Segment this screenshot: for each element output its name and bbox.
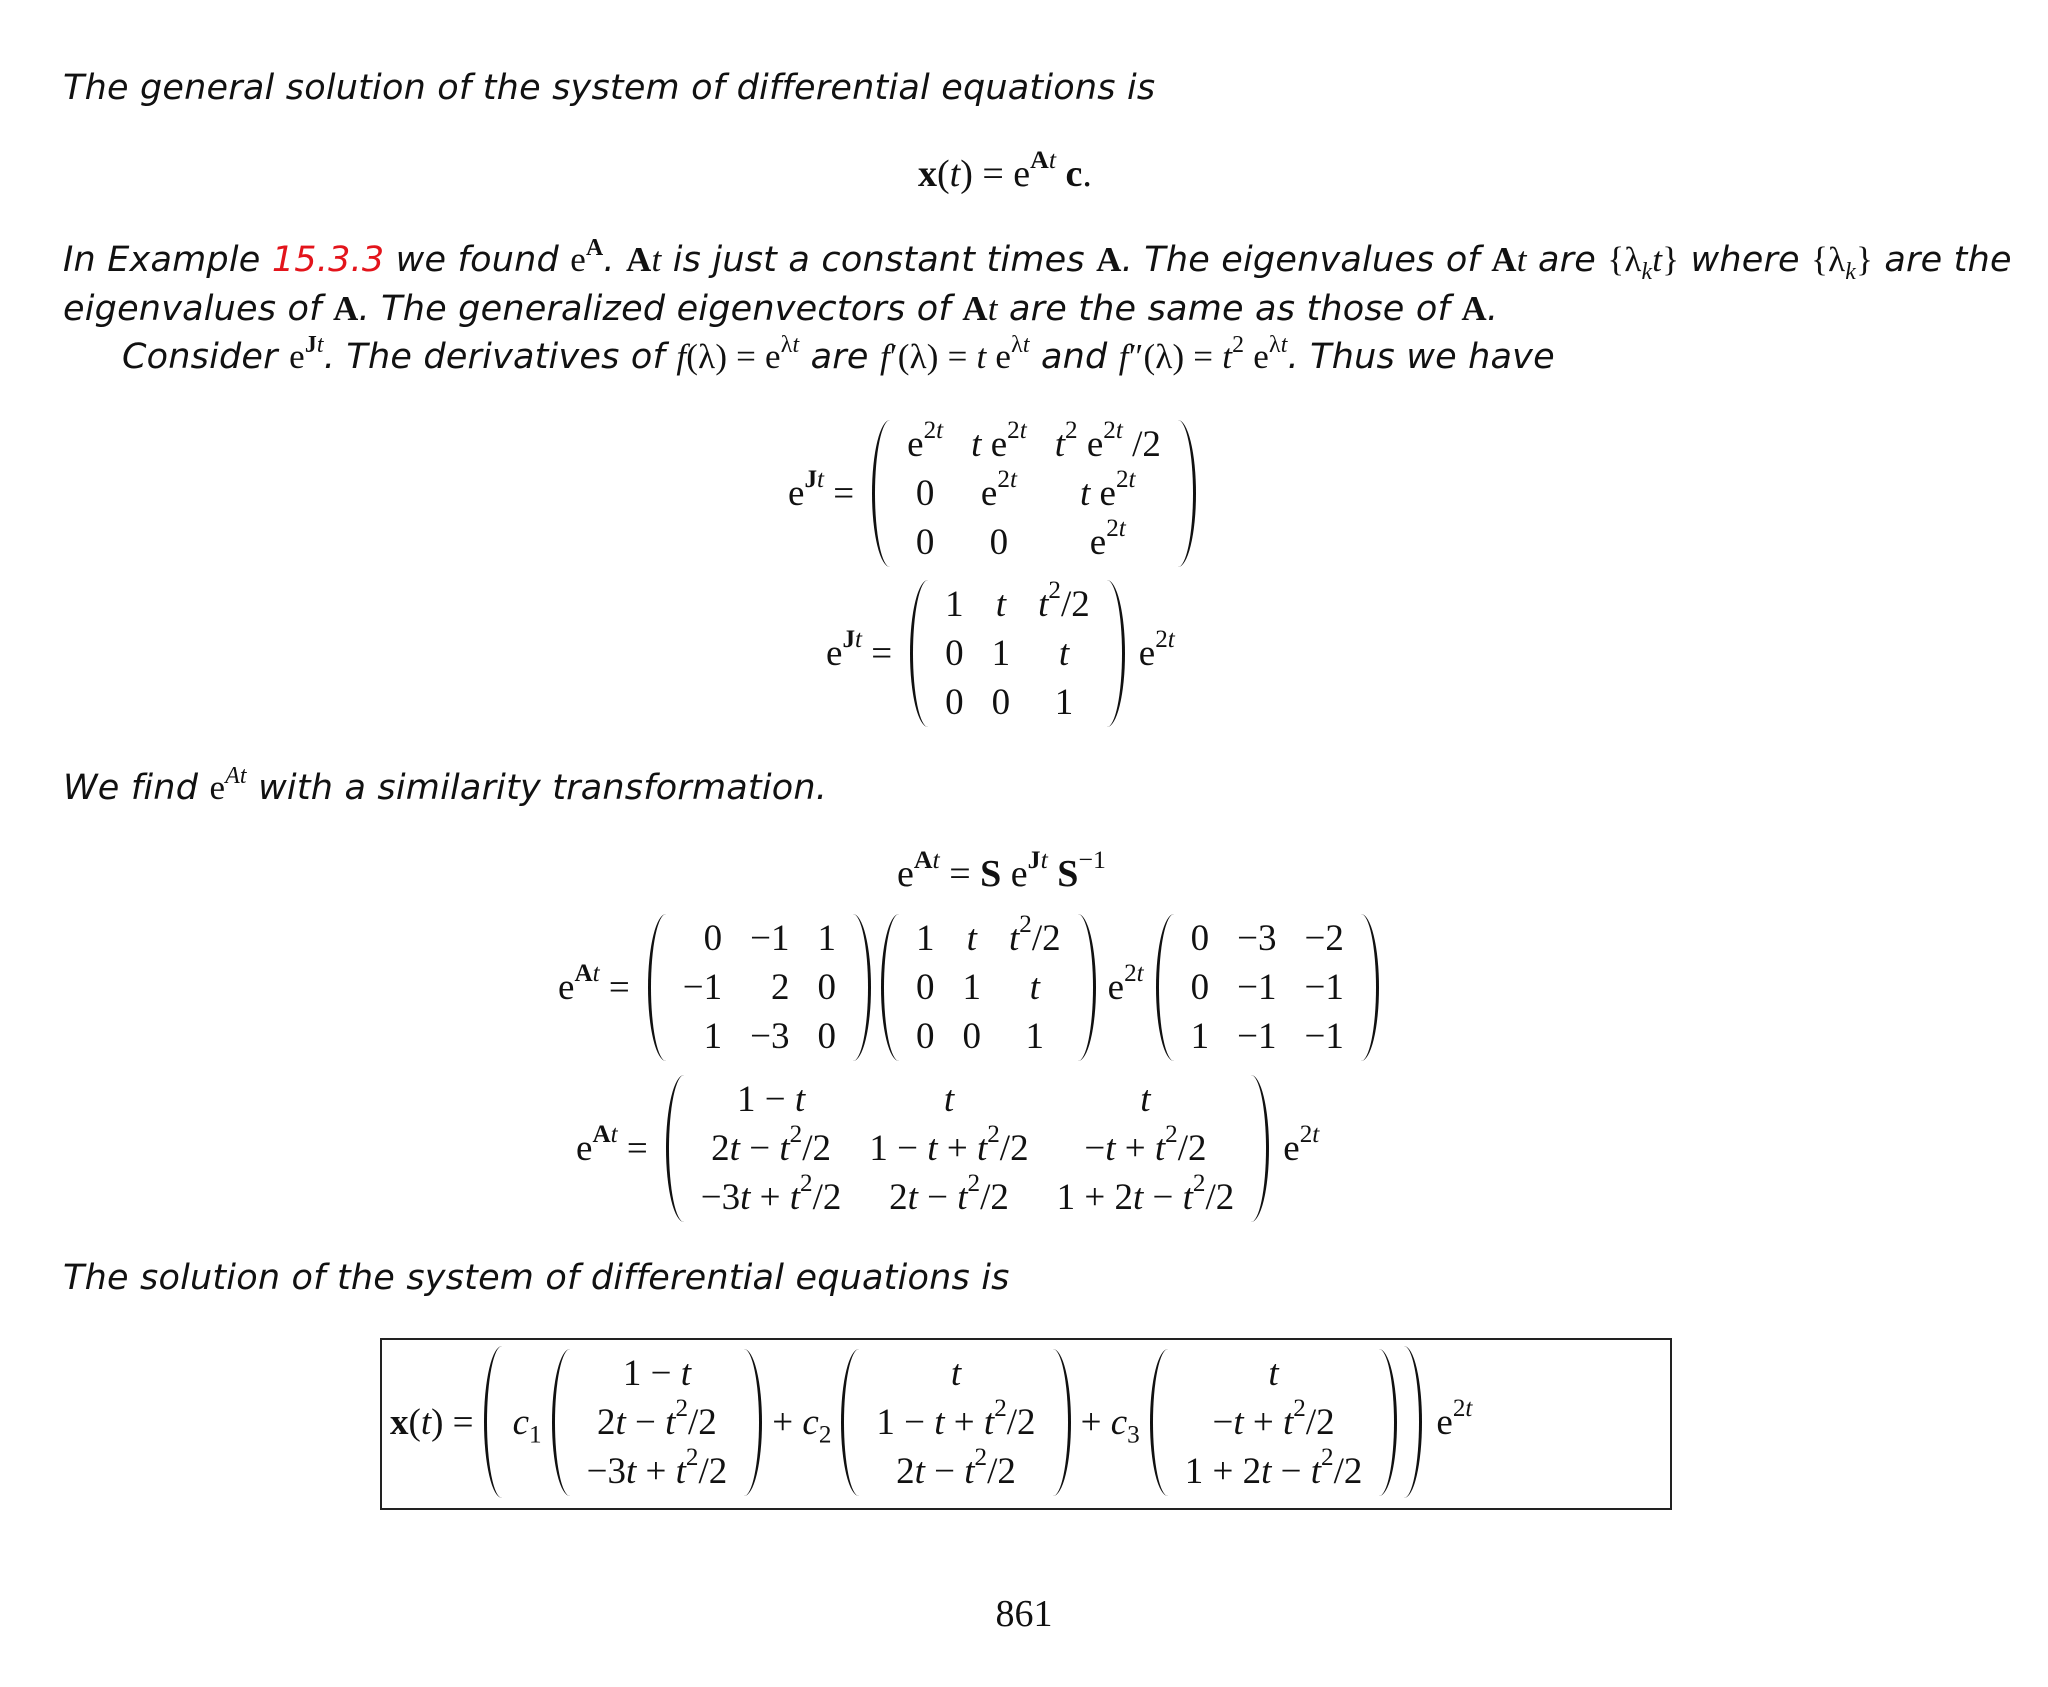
equation-eJt-factored: $e^{Jt}$ = 1 t $t^2/2$ 0 1 t 0 0 1 $e^{2t}$ <box>826 578 1175 728</box>
matrix-S-inverse: 0 −3 −2 0 −1 −1 1 −1 −1 <box>1156 914 1379 1061</box>
paragraph-example-reference: In Example 15.3.3 we found $e^A$. At is just a constant times A. The eigenvalues of At are $\{\lambda_kt\}$ where $\{\lambda_k\}$ are the <box>63 234 2012 285</box>
equation-eJt-full: $e^{Jt}$ = $e^{2t}$ t $e^{2t}$ $t^2$ $e^{2t}$ /2 0 $e^{2t}$ t $e^{2t}$ 0 0 $e^{2t}$ <box>788 418 1196 568</box>
matrix-eJt-full: $e^{2t}$ t $e^{2t}$ $t^2$ $e^{2t}$ /2 0 $e^{2t}$ t $e^{2t}$ 0 0 $e^{2t}$ <box>872 420 1196 567</box>
vector-2: t $1 - t + t^2/2$ $2t - t^2/2$ <box>841 1349 1070 1496</box>
matrix-eJt-factored: 1 t $t^2/2$ 0 1 t 0 0 1 <box>910 580 1125 727</box>
page-number: 861 <box>995 1593 1053 1635</box>
vector-3: t $-t + t^2/2$ $1 + 2t - t^2/2$ <box>1150 1349 1398 1496</box>
vector-1: 1 − t $2t - t^2/2$ $-3t + t^2/2$ <box>552 1349 763 1496</box>
paragraph-general-solution <box>63 68 1155 108</box>
matrix-eAt: 1 − t t t $2t - t^2/2$ $1 - t + t^2/2$ $-t + t^2/2$ $-3t + t^2/2$ $2t - t^2/2$ $1 + 2t - t^2/2$ <box>666 1075 1270 1222</box>
paragraph-similarity: We find $e^{At}$ with a similarity transformation. <box>63 762 828 808</box>
text-general-solution: The general solution of the system of differential equations is <box>63 68 1156 108</box>
matrix-eJt-middle: 1 t $t^2/2$ 0 1 t 0 0 1 <box>881 914 1096 1061</box>
paragraph-solution: The solution of the system of differential equations is <box>63 1258 1010 1298</box>
equation-eAt-result: $e^{At}$ = 1 − t t t $2t - t^2/2$ $1 - t + t^2/2$ $-t + t^2/2$ $-3t + t^2/2$ $2t - t^2/2$ $1 + 2t - t^2/2$ $e^{2t}$ <box>576 1072 1319 1224</box>
equation-final-solution: x(t) = $c_1$ 1 − t $2t - t^2/2$ $-3t + t^2/2$ + $c_2$ t $1 - t + t^2/2$ $2t - t^2/2$ + $c_3$ t $-t + t^2/2$ $1 + 2t - t^2/2$ $e^{2t}$ <box>390 1346 1472 1498</box>
example-link[interactable]: 15.3.3 <box>271 240 385 280</box>
paragraph-consider: Consider $e^{Jt}$. The derivatives of $f(\lambda) = e^{\lambda t}$ are f′(λ) = t $e^{\lambda t}$ and $f''(\lambda) = t^2$ $e^{\lambda t}$. Thus we have <box>122 331 1555 377</box>
equation-general-solution: $x(t) = e^{At}$ c. <box>918 145 1092 195</box>
matrix-S: 0 −1 1 −1 2 0 1 −3 0 <box>648 914 871 1061</box>
paragraph-eigenvalues: eigenvalues of A. The generalized eigenvectors of At are the same as those of A. <box>63 289 1499 329</box>
equation-similarity: $e^{At} = S$ $e^{Jt}$ $S^{-1}$ <box>897 845 1106 895</box>
equation-matrix-product: $e^{At}$ = 0 −1 1 −1 2 0 1 −3 0 1 t $t^2/2$ 0 1 t 0 0 1 $e^{2t}$ 0 −3 −2 0 −1 −1 1 −1 −1 <box>558 912 1379 1062</box>
